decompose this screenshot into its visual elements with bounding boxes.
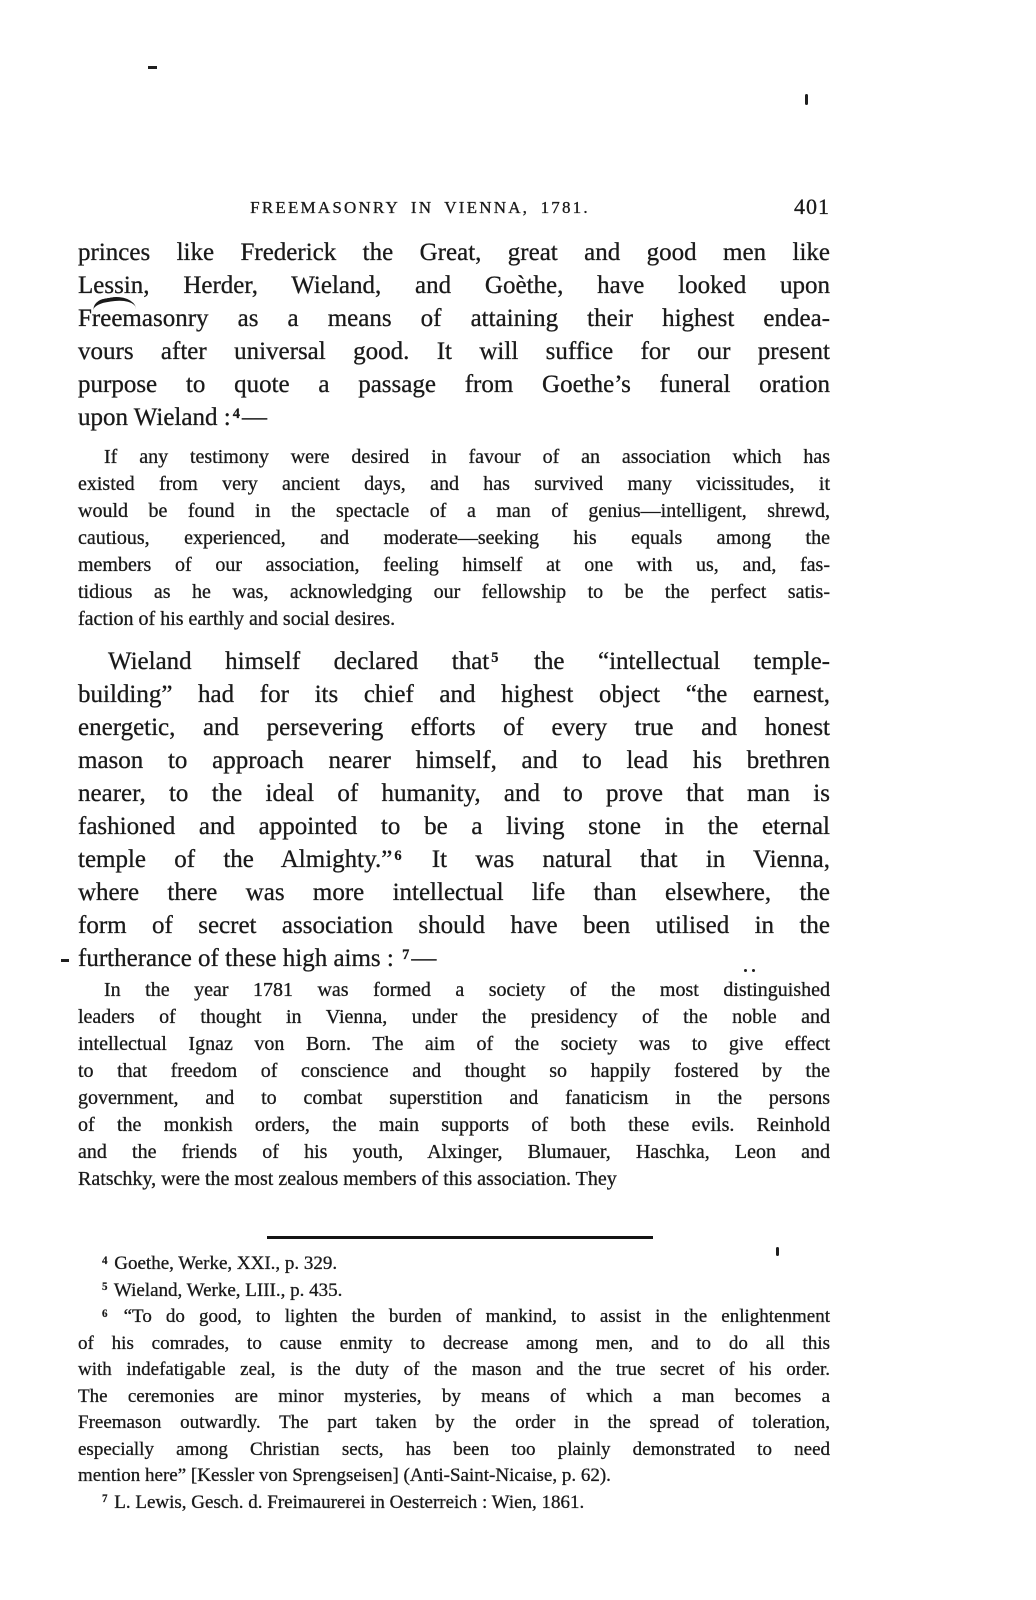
- text-line: vours after universal good. It will suffice for our present: [78, 338, 830, 365]
- goethe-oration-quote: [78, 444, 830, 633]
- text-line: Lessin, Herder, Wieland, and Goèthe, have looked upon: [78, 272, 830, 299]
- text-line: building” had for its chief and highest object “the earnest,: [78, 681, 830, 708]
- text-line: temple of the Almighty.” $^6$ It was natural that in Vienna,: [78, 846, 831, 873]
- header-title: FREEMASONRY IN VIENNA, 1781.: [250, 198, 590, 217]
- text-line: where there was more intellectual life than elsewhere, the: [78, 879, 830, 906]
- text-line: leaders of thought in Vienna, under the presidency of the noble and: [78, 1006, 830, 1028]
- text-line: form of secret association should have been utilised in the: [78, 912, 830, 939]
- text-line: tidious as he was, acknowledging our fellowship to be the perfect satis-: [78, 581, 830, 603]
- text-line: energetic, and persevering efforts of every true and honest: [78, 714, 830, 741]
- text-line: of his comrades, to cause enmity to decrease among men, and to do all this: [78, 1332, 830, 1354]
- text-line: princes like Frederick the Great, great and good men like: [78, 239, 830, 266]
- text-line: members of our association, feeling himself at one with us, and, fas-: [78, 554, 830, 576]
- text-line: $^7$ L. Lewis, Gesch. d. Freimaurerei in Oesterreich : Wien, 1861.: [102, 1491, 585, 1513]
- text-line: $^6$ “To do good, to lighten the burden of mankind, to assist in the enlightenment: [102, 1306, 830, 1327]
- footnote-7: [78, 1490, 830, 1517]
- ink-dash-artifact: [61, 959, 69, 962]
- footnote-marker: 7: [102, 1493, 108, 1505]
- footnote-marker: 4: [232, 405, 240, 422]
- opening-paragraph: [78, 236, 830, 434]
- text-line: intellectual Ignaz von Born. The aim of the society was to give effect: [78, 1033, 830, 1055]
- text-line: Wieland himself declared that $^5$ the “intellectual temple-: [108, 648, 830, 675]
- text-line: existed from very ancient days, and has survived many vicissitudes, it: [78, 473, 830, 495]
- footnote-marker: 4: [102, 1254, 108, 1267]
- text-line: Ratschky, were the most zealous members of this association. They: [78, 1168, 617, 1190]
- text-line: would be found in the spectacle of a man of genius—intelligent, shrewd,: [78, 500, 830, 522]
- text-line: $^4$ Goethe, Werke, XXI., p. 329.: [102, 1253, 338, 1274]
- text-line: of the monkish orders, the main supports of both these evils. Reinhold: [78, 1114, 830, 1136]
- footnote-marker: 5: [102, 1281, 108, 1293]
- society-1781-quote: [78, 977, 830, 1193]
- footnotes-section: [78, 1251, 830, 1516]
- footnote-marker: 7: [402, 946, 410, 963]
- footnote-4: [78, 1251, 830, 1278]
- running-header: [78, 194, 830, 226]
- text-line: nearer, to the ideal of humanity, and to prove that man is: [78, 780, 830, 807]
- text-line: $^5$ Wieland, Werke, LIII., p. 435.: [102, 1279, 343, 1301]
- wieland-paragraph: [78, 645, 830, 975]
- text-line: to that freedom of conscience and thought so happily fostered by the: [78, 1060, 830, 1082]
- footnote-rule: [267, 1236, 653, 1239]
- text-line: mention here” [Kessler von Sprengseisen] (Anti-Saint-Nicaise, p. 62).: [78, 1465, 611, 1486]
- text-line: If any testimony were desired in favour of an association which has: [104, 446, 830, 468]
- text-line: fashioned and appointed to be a living stone in the eternal: [78, 813, 830, 840]
- page-number: 401: [794, 194, 830, 219]
- footnote-marker: 5: [491, 649, 499, 666]
- footnote-6: [78, 1304, 830, 1490]
- text-line: In the year 1781 was formed a society of the most distinguished: [104, 979, 830, 1001]
- text-line: The ceremonies are minor mysteries, by means of which a man becomes a: [78, 1385, 830, 1407]
- text-line: cautious, experienced, and moderate—seeking his equals among the: [78, 527, 830, 549]
- text-line: faction of his earthly and social desires.: [78, 608, 396, 630]
- text-line: mason to approach nearer himself, and to lead his brethren: [78, 747, 830, 774]
- text-line: upon Wieland : $^4$—: [78, 404, 267, 431]
- text-line: purpose to quote a passage from Goethe’s funeral oration: [78, 371, 830, 398]
- text-line: Freemason outwardly. The part taken by the order in the spread of toleration,: [78, 1412, 830, 1433]
- text-line: furtherance of these high aims : $^7$—: [78, 945, 437, 972]
- text-line: government, and to combat superstition and fanaticism in the persons: [78, 1087, 830, 1109]
- footnote-marker: 6: [394, 847, 402, 864]
- ink-speck-artifact: [148, 66, 157, 69]
- text-line: Freemasonry as a means of attaining their highest endea-: [78, 305, 830, 332]
- text-line: especially among Christian sects, has been too plainly demonstrated to need: [78, 1438, 830, 1460]
- text-line: with indefatigable zeal, is the duty of the mason and the true secret of his order.: [78, 1359, 830, 1380]
- ink-speck-artifact: [805, 94, 808, 105]
- footnote-5: [78, 1278, 830, 1305]
- text-line: and the friends of his youth, Alxinger, Blumauer, Haschka, Leon and: [78, 1141, 830, 1163]
- footnote-marker: 6: [102, 1307, 108, 1320]
